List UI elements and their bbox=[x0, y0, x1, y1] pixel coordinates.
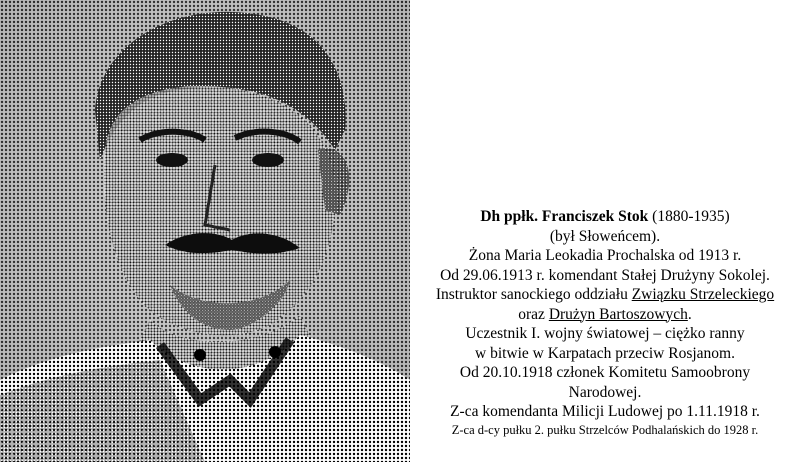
caption-line-6 bbox=[410, 305, 800, 325]
caption-line-6-text: oraz bbox=[518, 305, 549, 323]
caption-line-3: Żona Maria Leokadia Prochalska od 1913 r. bbox=[468, 247, 742, 264]
caption-line-7: Uczestnik I. wojny światowej – ciężko ranny bbox=[465, 325, 745, 342]
caption-years: (1880-1935) bbox=[648, 208, 730, 225]
link-druzyny-bartoszowe[interactable]: Drużyn Bartoszowych bbox=[548, 305, 688, 323]
caption-line-2: (był Słoweńcem). bbox=[549, 227, 661, 245]
caption-line-5 bbox=[410, 285, 800, 305]
caption-line-11: Z-ca komendanta Milicji Ludowej po 1.11.1918 r. bbox=[450, 403, 760, 420]
link-zwiazek-strzelecki[interactable]: Związku Strzeleckiego bbox=[631, 286, 775, 303]
caption-line-12: Z-ca d-cy pułku 2. pułku Strzelców Podhalańskich do 1928 r. bbox=[451, 422, 759, 437]
caption-line-8: w bitwie w Karpatach przeciw Rosjanom. bbox=[475, 344, 735, 362]
caption-line-9: Od 20.10.1918 członek Komitetu Samoobrony bbox=[459, 364, 751, 381]
caption-line-4: Od 29.06.1913 r. komendant Stałej Drużyny Sokolej. bbox=[440, 266, 770, 284]
caption-line-10: Narodowej. bbox=[568, 383, 642, 401]
caption-block bbox=[410, 207, 800, 439]
caption-name: Dh ppłk. Franciszek Stok bbox=[480, 208, 649, 225]
caption-line-name bbox=[410, 207, 800, 227]
caption-line-5-text: Instruktor sanockiego oddziału bbox=[435, 286, 632, 303]
caption-line-6-end: . bbox=[687, 305, 692, 323]
